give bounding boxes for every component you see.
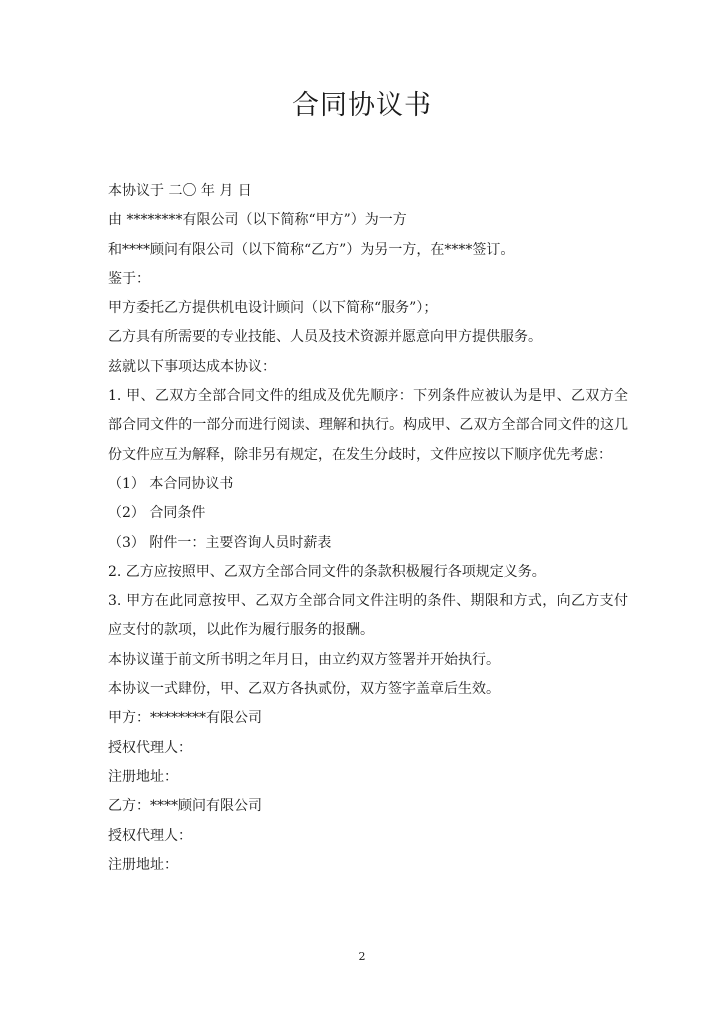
clause-1: 1. 甲、乙双方全部合同文件的组成及优先顺序：下列条件应被认为是甲、乙双方全部合同文件的一部分而进行阅读、理解和执行。构成甲、乙双方全部合同文件的这几份文件应互为解释，除非另有规定，在发生分歧时，文件应按以下顺序优先考虑： <box>108 388 628 463</box>
clause-3: 3. 甲方在此同意按甲、乙双方全部合同文件注明的条件、期限和方式，向乙方支付应支付的款项，以此作为履行服务的报酬。 <box>108 593 628 639</box>
clause-2: 2. 乙方应按照甲、乙双方全部合同文件的条款积极履行各项规定义务。 <box>108 563 546 580</box>
party-b-intro-line: 和****顾问有限公司（以下简称“乙方”）为另一方，在****签订。 <box>108 241 515 258</box>
closing-line-2: 本协议一式肆份，甲、乙双方各执贰份，双方签字盖章后生效。 <box>108 681 500 698</box>
party-a-name: 甲方：********有限公司 <box>108 710 262 727</box>
whereas-item-1: 甲方委托乙方提供机电设计顾问（以下简称“服务”）； <box>108 300 438 317</box>
party-b-agent: 授权代理人： <box>108 827 192 844</box>
party-a-address: 注册地址： <box>108 768 178 785</box>
document-list-item: （2） 合同条件 <box>108 505 206 522</box>
agreement-intro-line: 兹就以下事项达成本协议： <box>108 358 276 375</box>
document-title: 合同协议书 <box>292 90 432 121</box>
party-b-name: 乙方：****顾问有限公司 <box>108 798 262 815</box>
whereas-heading: 鉴于： <box>108 270 150 287</box>
document-body <box>108 177 628 880</box>
party-a-intro-line: 由 ********有限公司（以下简称“甲方”）为一方 <box>108 212 407 229</box>
party-b-address: 注册地址： <box>108 856 178 873</box>
party-a-agent: 授权代理人： <box>108 739 192 756</box>
agreement-date-line: 本协议于 二〇 年 月 日 <box>108 183 252 199</box>
closing-line-1: 本协议谨于前文所书明之年月日，由立约双方签署并开始执行。 <box>108 651 500 668</box>
document-list-item: （1） 本合同协议书 <box>108 475 234 492</box>
whereas-item-2: 乙方具有所需要的专业技能、人员及技术资源并愿意向甲方提供服务。 <box>108 329 542 346</box>
page-number: 2 <box>358 950 366 963</box>
document-list-item: （3） 附件一：主要咨询人员时薪表 <box>108 534 332 551</box>
